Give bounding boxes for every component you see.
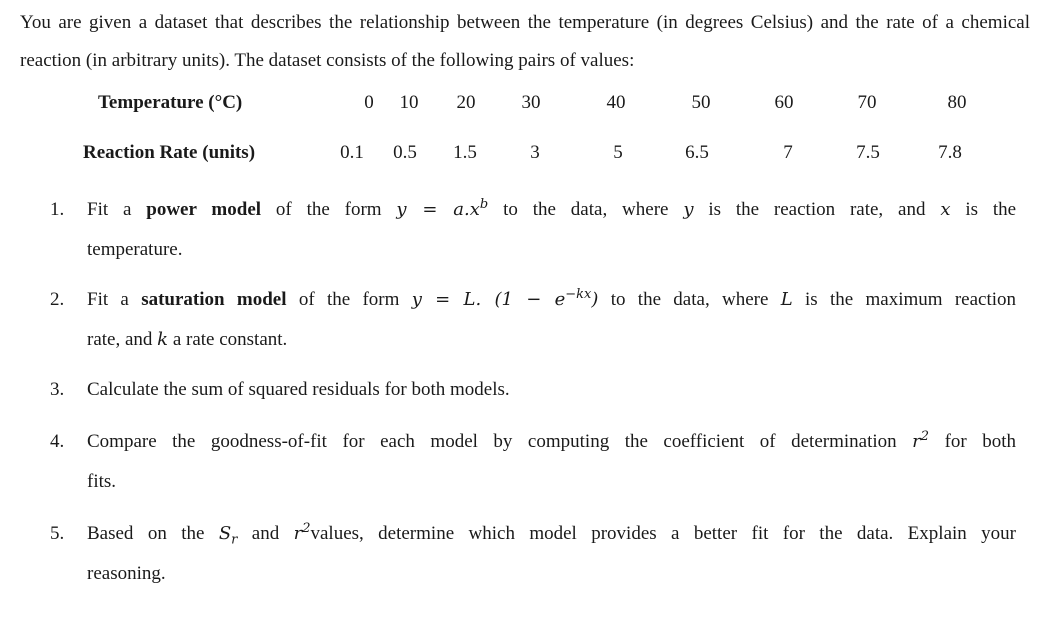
formula-exponent: b: [479, 197, 489, 212]
reaction-rate-value: 1.5: [453, 142, 477, 163]
variable-x: x: [940, 199, 951, 220]
variable-r: r: [912, 431, 921, 452]
reaction-rate-value: 7: [783, 142, 793, 163]
reaction-rate-row: [0, 142, 1054, 172]
task-text: Based on the: [87, 523, 205, 544]
task-text: is the reaction rate, and: [708, 199, 926, 220]
task-number: 5.: [50, 523, 65, 544]
task-emphasis: saturation model: [141, 289, 287, 310]
variable-S: S: [218, 523, 232, 544]
task-text: is the: [965, 199, 1017, 220]
temperature-value: 40: [606, 92, 626, 113]
task-text: for both: [944, 431, 1017, 452]
task-text: Compare the goodness-of-fit for each model by computing the coefficient of determination: [87, 431, 897, 452]
formula-base: y = L. (1 − e: [411, 289, 566, 310]
task-1-line-1: [87, 190, 1016, 230]
task-text: Fit a: [87, 199, 132, 220]
task-text: values, determine which model provides a better fit for the data. Explain your: [310, 523, 1016, 544]
temperature-value: 30: [521, 92, 541, 113]
reaction-rate-value: 0.1: [340, 142, 364, 163]
temperature-label: Temperature (°C): [98, 92, 243, 113]
variable-y: y: [683, 199, 694, 220]
r-squared: [294, 523, 311, 544]
r-squared: [912, 431, 929, 452]
temperature-value: 60: [774, 92, 794, 113]
formula-exponent: −kx: [565, 287, 592, 302]
task-text: and: [251, 523, 280, 544]
task-emphasis: power model: [146, 199, 262, 220]
task-text: of the form: [275, 199, 382, 220]
reaction-rate-value: 7.5: [856, 142, 880, 163]
temperature-value: 70: [857, 92, 877, 113]
task-text: is the maximum reaction: [805, 289, 1017, 310]
s-r-symbol: [218, 523, 238, 548]
reaction-rate-label: Reaction Rate (units): [83, 142, 256, 163]
temperature-value: 80: [947, 92, 967, 113]
temperature-value: 0: [364, 92, 374, 113]
subscript-r: r: [231, 532, 238, 548]
task-number: 2.: [50, 289, 65, 310]
task-text: a rate constant.: [172, 329, 288, 350]
task-5: [50, 514, 1016, 594]
reaction-rate-value: 5: [613, 142, 623, 163]
task-number: 3.: [50, 379, 65, 400]
task-2-line-1: [87, 280, 1016, 320]
task-3: [50, 370, 1016, 410]
reaction-rate-value: 7.8: [938, 142, 962, 163]
formula-exponent: 2: [920, 429, 930, 444]
task-4-line-1: [87, 422, 1016, 462]
task-number: 4.: [50, 431, 65, 452]
formula-close: ): [591, 289, 599, 310]
temperature-row: [0, 92, 1054, 122]
formula-base: y = a.x: [396, 199, 480, 220]
task-5-line-2: reasoning.: [87, 563, 166, 584]
saturation-model-formula: [412, 289, 599, 310]
intro-paragraph: You are given a dataset that describes the relationship between the temperature (in degrees Celsius) and the rate of a chemical reaction (in arbitrary units). The dataset consists of the following pairs of values:: [20, 12, 1030, 71]
task-text: to the data, where: [503, 199, 669, 220]
task-2-line-2: [87, 320, 1016, 360]
task-3-text: Calculate the sum of squared residuals for both models.: [87, 379, 510, 400]
task-text: rate, and: [87, 329, 153, 350]
task-4: [50, 422, 1016, 502]
task-4-line-2: fits.: [87, 471, 117, 492]
task-text: Fit a: [87, 289, 129, 310]
task-text: of the form: [298, 289, 400, 310]
reaction-rate-value: 6.5: [685, 142, 709, 163]
task-number: 1.: [50, 199, 65, 220]
variable-L: L: [780, 289, 793, 310]
temperature-value: 50: [691, 92, 711, 113]
task-5-line-1: [87, 514, 1016, 554]
temperature-value: 20: [456, 92, 476, 113]
task-1-line-2: temperature.: [87, 239, 183, 260]
reaction-rate-value: 3: [530, 142, 540, 163]
power-model-formula: [396, 199, 488, 220]
reaction-rate-value: 0.5: [393, 142, 417, 163]
task-1: [50, 190, 1016, 270]
temperature-value: 10: [399, 92, 419, 113]
task-2: [50, 280, 1016, 360]
formula-exponent: 2: [302, 521, 311, 536]
variable-r: r: [293, 523, 303, 544]
task-text: to the data, where: [610, 289, 769, 310]
variable-k: k: [157, 329, 169, 350]
